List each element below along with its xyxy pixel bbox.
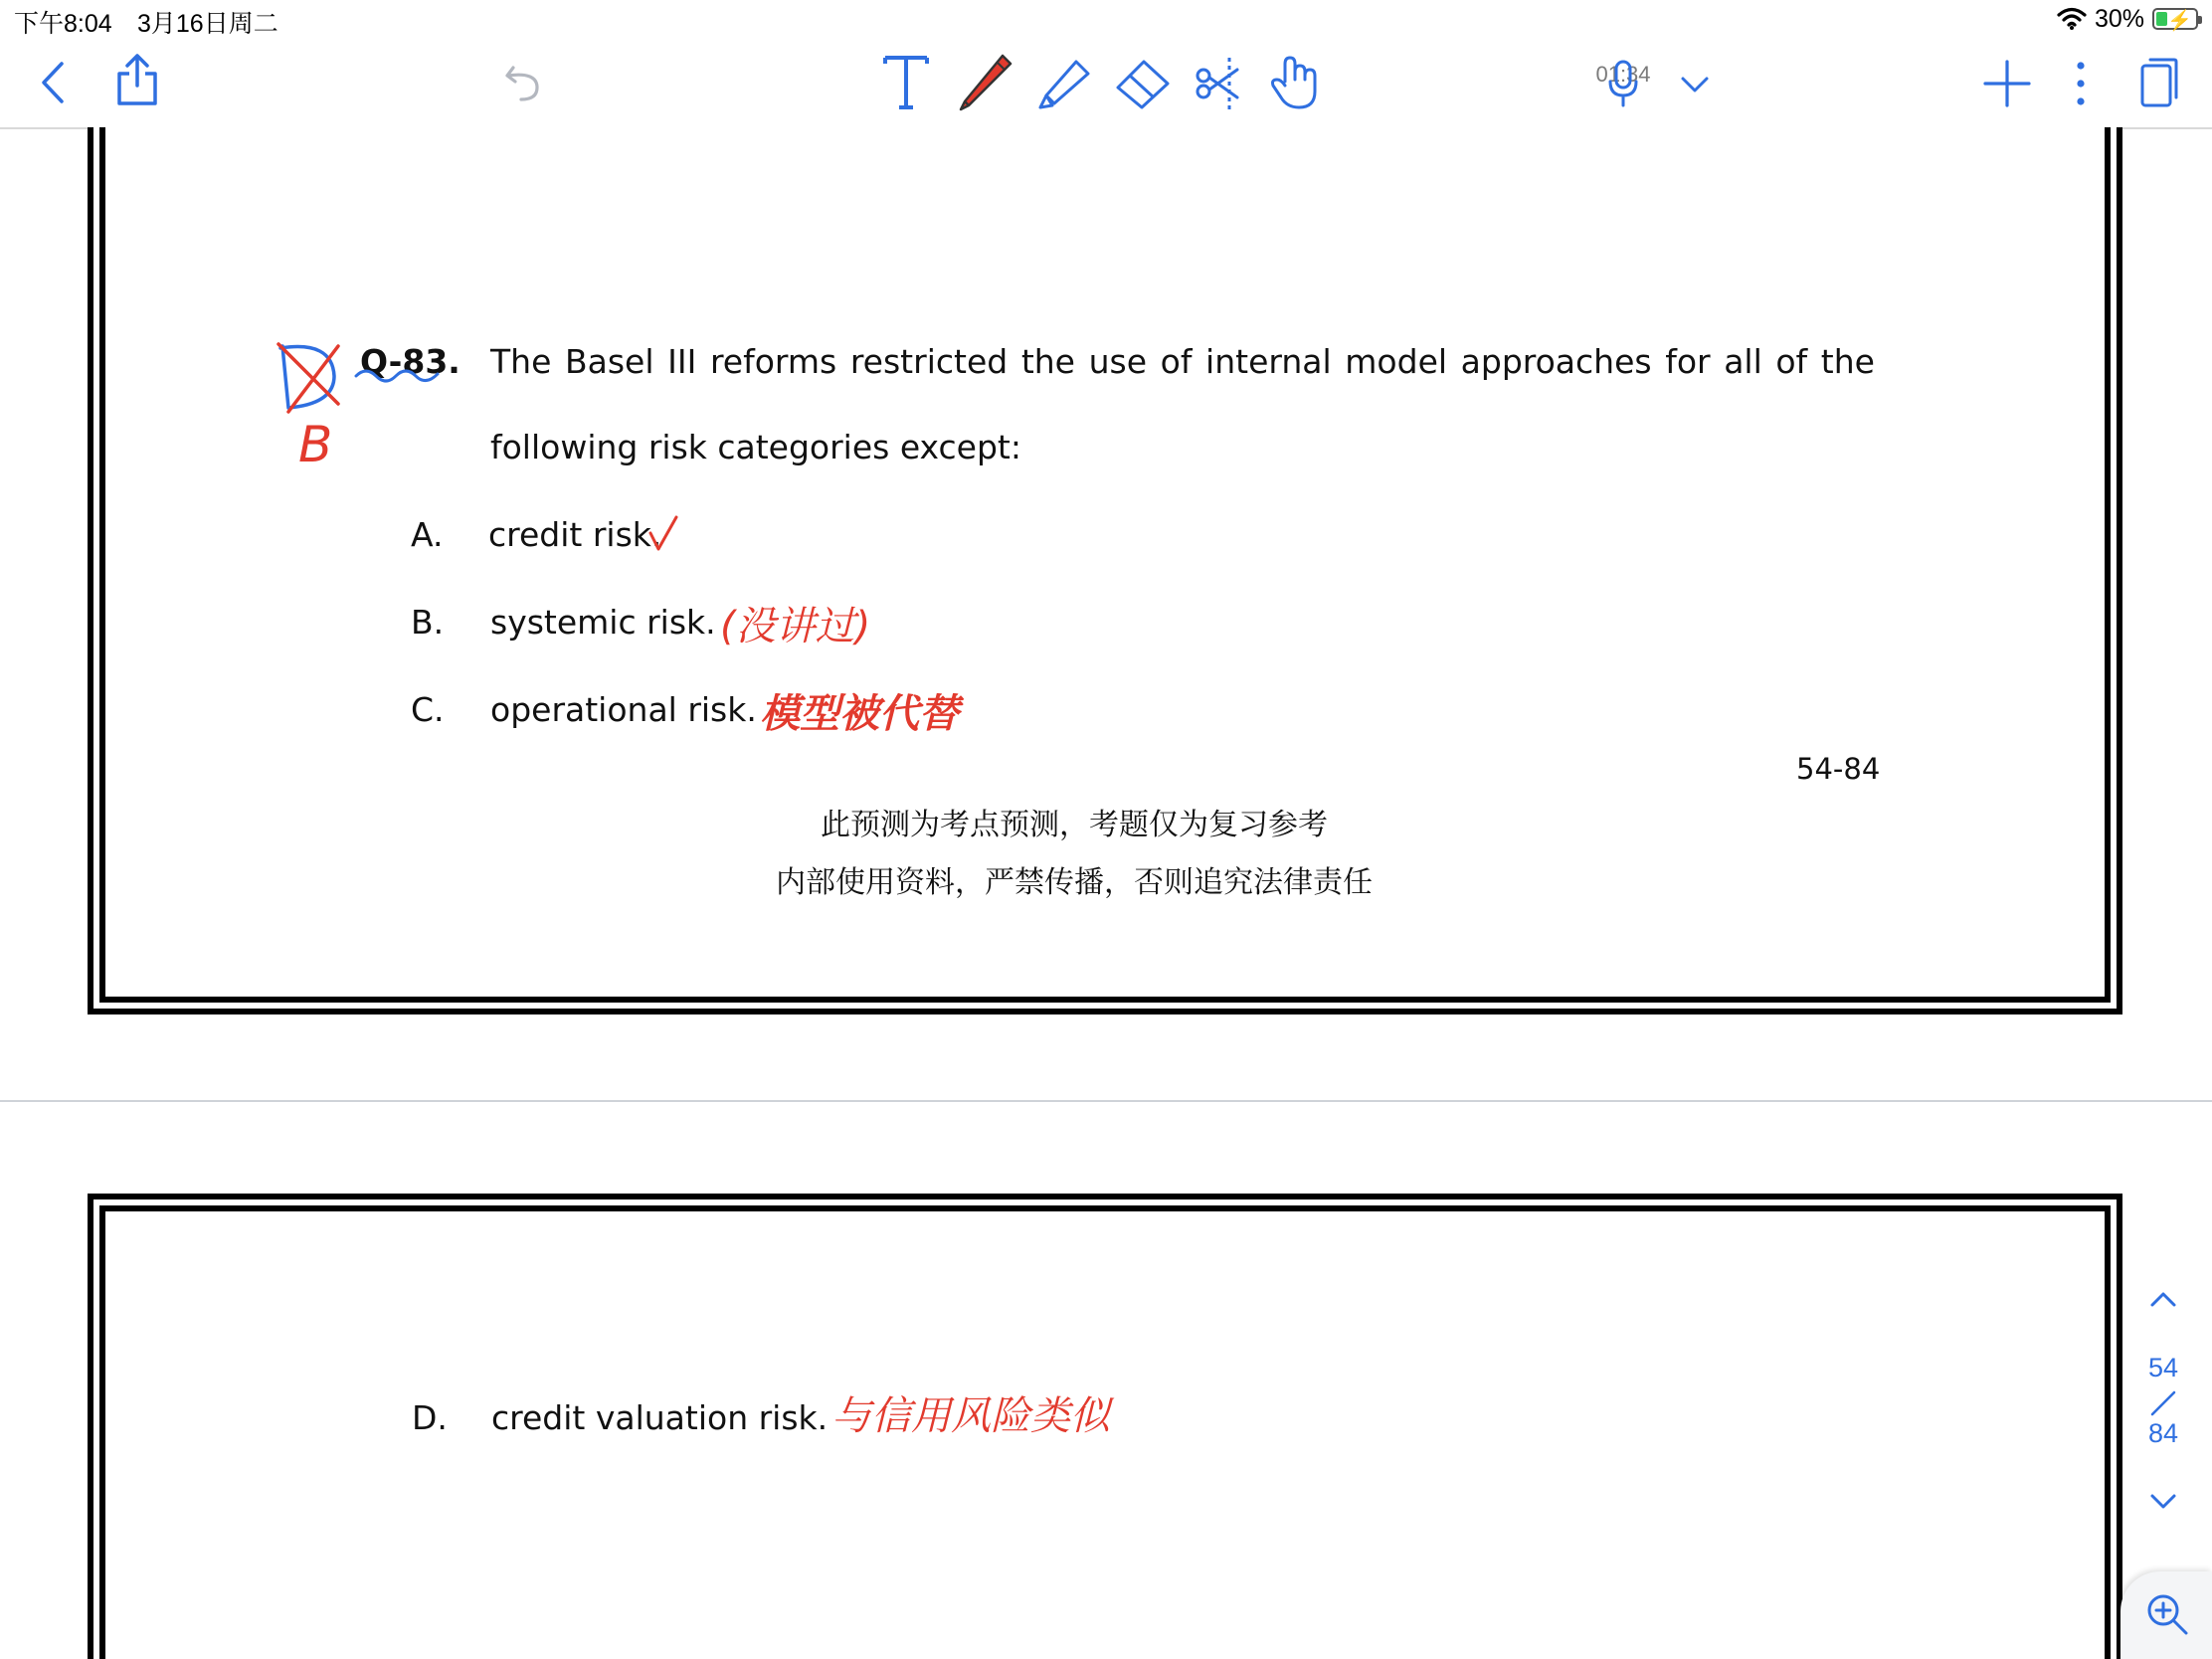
stem-word: of: [1775, 342, 1808, 381]
status-time: 下午8:04: [14, 10, 112, 38]
text-tool-icon[interactable]: [881, 52, 931, 111]
stem-word: the: [1020, 342, 1075, 381]
status-right: [2057, 4, 2198, 34]
stem-word: for: [1665, 342, 1711, 381]
ink-answer-letter: B: [298, 416, 333, 473]
battery-icon: ⚡: [2152, 8, 2198, 30]
page-separator: [0, 1100, 2212, 1102]
stem-word: the: [1820, 342, 1875, 381]
page-up-chevron-icon[interactable]: [2148, 1289, 2178, 1309]
microphone-icon[interactable]: [1605, 58, 1641, 109]
footer-disclaimer-2: 内部使用资料，严禁传播，否则追究法律责任: [776, 865, 1373, 900]
highlighter-tool-icon[interactable]: [1032, 50, 1096, 113]
add-page-icon[interactable]: [1983, 60, 2031, 107]
question-number: Q-83.: [360, 342, 461, 381]
stem-word: reforms: [709, 342, 837, 381]
wifi-icon: [2057, 7, 2087, 31]
ink-note-d: 与信用风险类似: [831, 1393, 1110, 1439]
hand-tool-icon[interactable]: [1269, 52, 1325, 113]
status-date: 3月16日周二: [137, 10, 278, 38]
option-b-text: systemic risk.: [490, 603, 716, 642]
page-divider-slash-icon: [2148, 1390, 2178, 1416]
pages-overview-icon[interactable]: [2138, 56, 2180, 109]
status-bar: [0, 0, 2212, 38]
recording-time: 01:34: [1595, 62, 1651, 87]
more-options-icon[interactable]: [2071, 60, 2091, 107]
stem-word: approaches: [1460, 342, 1652, 381]
option-c-text: operational risk.: [490, 690, 757, 729]
page-code: 54-84: [1796, 752, 1881, 786]
stem-word: all: [1724, 342, 1762, 381]
stem-word: of: [1160, 342, 1193, 381]
option-a-text: credit risk.: [488, 515, 662, 554]
question-stem-line2: following risk categories except:: [490, 428, 1021, 466]
chevron-down-icon[interactable]: [1679, 74, 1711, 95]
stem-word: internal: [1205, 342, 1332, 381]
page-total: 84: [2147, 1418, 2179, 1448]
stem-word: Basel: [565, 342, 654, 381]
option-d-letter: D.: [412, 1398, 448, 1437]
stem-word: use: [1088, 342, 1148, 381]
page-current: 54: [2147, 1353, 2179, 1382]
lasso-scissors-icon[interactable]: [1192, 52, 1257, 111]
question-stem-line1: [490, 342, 1875, 381]
eraser-tool-icon[interactable]: [1112, 52, 1176, 111]
option-a-letter: A.: [411, 515, 444, 554]
stem-word: restricted: [849, 342, 1009, 381]
option-d-text: credit valuation risk.: [491, 1398, 829, 1437]
zoom-button[interactable]: [2120, 1571, 2212, 1659]
back-chevron-icon[interactable]: [38, 60, 68, 105]
share-icon[interactable]: [115, 52, 159, 107]
pen-tool-icon[interactable]: [953, 48, 1018, 113]
page-down-chevron-icon[interactable]: [2148, 1492, 2178, 1512]
footer-disclaimer-1: 此预测为考点预测，考题仅为复习参考: [821, 808, 1328, 842]
battery-percent: 30%: [2094, 4, 2144, 33]
stem-word: III: [667, 342, 697, 381]
undo-icon[interactable]: [503, 62, 543, 105]
ink-note-b: (没讲过): [720, 604, 871, 649]
ink-note-c: 模型被代替: [760, 691, 959, 737]
option-b-letter: B.: [411, 603, 445, 642]
stem-word: The: [490, 342, 552, 381]
option-c-letter: C.: [411, 690, 445, 729]
zoom-in-icon: [2144, 1591, 2190, 1637]
stem-word: model: [1345, 342, 1448, 381]
toolbar: [0, 38, 2212, 129]
